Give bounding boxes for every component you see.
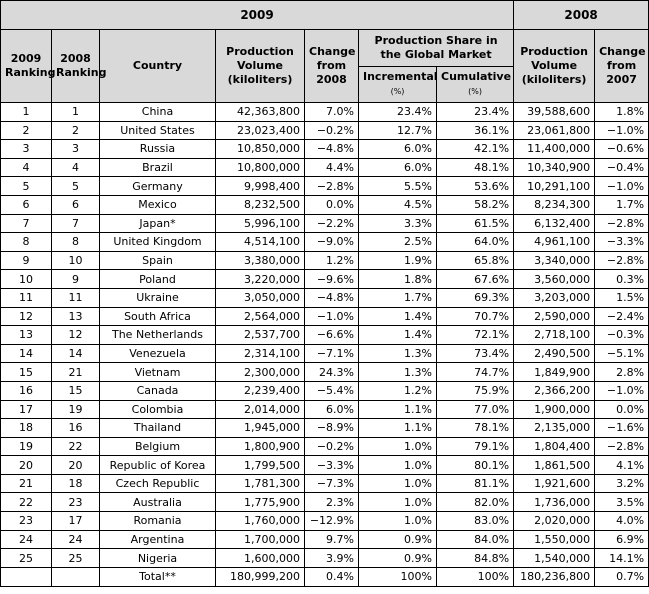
country-cell: Australia	[100, 493, 216, 512]
change-2007-cell: 4.1%	[595, 456, 649, 475]
rank-2008-cell: 4	[52, 158, 100, 177]
volume-2009-cell: 1,800,900	[216, 437, 305, 456]
year-2008-header: 2008	[514, 1, 649, 30]
cumulative-share-cell: 48.1%	[437, 158, 514, 177]
volume-2009-cell: 3,380,000	[216, 251, 305, 270]
cumulative-share-cell: 74.7%	[437, 363, 514, 382]
rank-2008-cell: 19	[52, 400, 100, 419]
incremental-header	[359, 67, 437, 103]
change-2008-cell: 24.3%	[305, 363, 359, 382]
country-cell: Nigeria	[100, 549, 216, 568]
table-row	[1, 103, 649, 122]
incremental-share-cell: 1.9%	[359, 251, 437, 270]
change-2008-cell: 2.3%	[305, 493, 359, 512]
rank-2009-header: 2009 Ranking	[1, 30, 52, 103]
incremental-share-cell: 1.1%	[359, 400, 437, 419]
change-2007-cell: −1.0%	[595, 121, 649, 140]
change-2008-cell: −4.8%	[305, 288, 359, 307]
incremental-share-cell: 1.0%	[359, 456, 437, 475]
production-volume-2008-header: Production Volume (kiloliters)	[514, 30, 595, 103]
rank-2009-cell: 19	[1, 437, 52, 456]
change-2007-cell: −1.0%	[595, 177, 649, 196]
volume-2008-cell: 1,550,000	[514, 530, 595, 549]
rank-2009-cell: 14	[1, 344, 52, 363]
country-cell: Mexico	[100, 195, 216, 214]
volume-2009-cell: 2,239,400	[216, 381, 305, 400]
rank-2008-cell: 8	[52, 233, 100, 252]
rank-2009-cell: 2	[1, 121, 52, 140]
total-change-2008: 0.4%	[305, 567, 359, 586]
volume-2008-cell: 1,861,500	[514, 456, 595, 475]
volume-2009-cell: 10,800,000	[216, 158, 305, 177]
total-change-2007: 0.7%	[595, 567, 649, 586]
volume-2008-cell: 10,340,900	[514, 158, 595, 177]
rank-2008-cell: 10	[52, 251, 100, 270]
table-row	[1, 419, 649, 438]
change-2007-cell: −2.4%	[595, 307, 649, 326]
country-cell: United Kingdom	[100, 233, 216, 252]
volume-2009-cell: 1,775,900	[216, 493, 305, 512]
volume-2008-cell: 1,804,400	[514, 437, 595, 456]
volume-2008-cell: 1,540,000	[514, 549, 595, 568]
total-label: Total**	[100, 567, 216, 586]
change-2007-cell: −0.3%	[595, 326, 649, 345]
rank-2009-cell: 22	[1, 493, 52, 512]
country-cell: Republic of Korea	[100, 456, 216, 475]
country-cell: Argentina	[100, 530, 216, 549]
table-row	[1, 437, 649, 456]
country-cell: China	[100, 103, 216, 122]
table-row	[1, 549, 649, 568]
country-cell: Venezuela	[100, 344, 216, 363]
change-2007-cell: −3.3%	[595, 233, 649, 252]
table-row	[1, 214, 649, 233]
cumulative-unit: (%)	[468, 87, 482, 96]
rank-2008-cell: 5	[52, 177, 100, 196]
change-2008-cell: −2.8%	[305, 177, 359, 196]
country-cell: Spain	[100, 251, 216, 270]
rank-2009-cell: 12	[1, 307, 52, 326]
change-2008-cell: −8.9%	[305, 419, 359, 438]
volume-2009-cell: 1,760,000	[216, 512, 305, 531]
table-row	[1, 493, 649, 512]
cumulative-share-cell: 84.0%	[437, 530, 514, 549]
change-2007-cell: 1.7%	[595, 195, 649, 214]
cumulative-share-cell: 53.6%	[437, 177, 514, 196]
rank-2009-cell: 20	[1, 456, 52, 475]
incremental-share-cell: 0.9%	[359, 549, 437, 568]
rank-2008-cell: 17	[52, 512, 100, 531]
change-2008-cell: 4.4%	[305, 158, 359, 177]
cumulative-share-cell: 69.3%	[437, 288, 514, 307]
rank-2008-cell: 9	[52, 270, 100, 289]
rank-2009-cell: 9	[1, 251, 52, 270]
rank-2009-cell: 21	[1, 474, 52, 493]
incremental-share-cell: 1.0%	[359, 437, 437, 456]
change-2007-cell: 1.8%	[595, 103, 649, 122]
cumulative-share-cell: 36.1%	[437, 121, 514, 140]
cumulative-share-cell: 67.6%	[437, 270, 514, 289]
cumulative-share-cell: 81.1%	[437, 474, 514, 493]
production-share-header: Production Share in the Global Market	[359, 30, 514, 67]
volume-2009-cell: 1,600,000	[216, 549, 305, 568]
rank-2009-cell: 25	[1, 549, 52, 568]
rank-2009-cell: 7	[1, 214, 52, 233]
total-rank-2008-cell	[52, 567, 100, 586]
cumulative-share-cell: 42.1%	[437, 140, 514, 159]
volume-2008-cell: 1,849,900	[514, 363, 595, 382]
rank-2008-cell: 6	[52, 195, 100, 214]
table-row	[1, 121, 649, 140]
table-row	[1, 140, 649, 159]
volume-2008-cell: 2,590,000	[514, 307, 595, 326]
volume-2008-cell: 6,132,400	[514, 214, 595, 233]
incremental-unit: (%)	[390, 87, 405, 96]
volume-2009-cell: 10,850,000	[216, 140, 305, 159]
incremental-share-cell: 1.7%	[359, 288, 437, 307]
change-2007-cell: −2.8%	[595, 251, 649, 270]
cumulative-share-cell: 23.4%	[437, 103, 514, 122]
change-2007-cell: 4.0%	[595, 512, 649, 531]
total-volume-2009: 180,999,200	[216, 567, 305, 586]
incremental-share-cell: 2.5%	[359, 233, 437, 252]
cumulative-share-cell: 77.0%	[437, 400, 514, 419]
year-2009-header: 2009	[1, 1, 514, 30]
change-2008-cell: 1.2%	[305, 251, 359, 270]
incremental-share-cell: 1.0%	[359, 493, 437, 512]
country-cell: Belgium	[100, 437, 216, 456]
volume-2008-cell: 2,718,100	[514, 326, 595, 345]
rank-2008-cell: 7	[52, 214, 100, 233]
cumulative-share-cell: 82.0%	[437, 493, 514, 512]
volume-2008-cell: 3,340,000	[514, 251, 595, 270]
change-2008-cell: 0.0%	[305, 195, 359, 214]
change-2007-cell: 3.5%	[595, 493, 649, 512]
production-volume-header: Production Volume (kiloliters)	[216, 30, 305, 103]
incremental-share-cell: 1.1%	[359, 419, 437, 438]
change-2007-cell: 0.3%	[595, 270, 649, 289]
rank-2009-cell: 16	[1, 381, 52, 400]
change-2008-cell: −7.3%	[305, 474, 359, 493]
country-cell: Romania	[100, 512, 216, 531]
rank-2009-cell: 18	[1, 419, 52, 438]
country-cell: The Netherlands	[100, 326, 216, 345]
rank-2009-cell: 4	[1, 158, 52, 177]
country-cell: Russia	[100, 140, 216, 159]
table-row	[1, 363, 649, 382]
total-incremental: 100%	[359, 567, 437, 586]
volume-2009-cell: 3,050,000	[216, 288, 305, 307]
volume-2008-cell: 23,061,800	[514, 121, 595, 140]
incremental-share-cell: 1.4%	[359, 307, 437, 326]
change-from-2008-header: Change from 2008	[305, 30, 359, 103]
change-2007-cell: 14.1%	[595, 549, 649, 568]
volume-2008-cell: 2,135,000	[514, 419, 595, 438]
total-cumulative: 100%	[437, 567, 514, 586]
cumulative-share-cell: 65.8%	[437, 251, 514, 270]
change-2008-cell: −1.0%	[305, 307, 359, 326]
table-row	[1, 233, 649, 252]
incremental-share-cell: 1.3%	[359, 344, 437, 363]
volume-2009-cell: 8,232,500	[216, 195, 305, 214]
rank-2009-cell: 23	[1, 512, 52, 531]
volume-2008-cell: 11,400,000	[514, 140, 595, 159]
table-header	[1, 1, 649, 103]
country-cell: Canada	[100, 381, 216, 400]
volume-2009-cell: 2,564,000	[216, 307, 305, 326]
volume-2008-cell: 1,900,000	[514, 400, 595, 419]
rank-2008-cell: 24	[52, 530, 100, 549]
change-2008-cell: −0.2%	[305, 437, 359, 456]
incremental-share-cell: 4.5%	[359, 195, 437, 214]
rank-2008-cell: 22	[52, 437, 100, 456]
rank-2008-header: 2008 Ranking	[52, 30, 100, 103]
volume-2008-cell: 2,490,500	[514, 344, 595, 363]
table-row	[1, 512, 649, 531]
volume-2008-cell: 8,234,300	[514, 195, 595, 214]
incremental-share-cell: 1.8%	[359, 270, 437, 289]
volume-2009-cell: 2,537,700	[216, 326, 305, 345]
volume-2008-cell: 1,736,000	[514, 493, 595, 512]
table-row	[1, 195, 649, 214]
change-2007-cell: −0.4%	[595, 158, 649, 177]
table-body	[1, 103, 649, 568]
change-2008-cell: 7.0%	[305, 103, 359, 122]
volume-2008-cell: 1,921,600	[514, 474, 595, 493]
volume-2009-cell: 1,700,000	[216, 530, 305, 549]
volume-2009-cell: 2,314,100	[216, 344, 305, 363]
change-2008-cell: 6.0%	[305, 400, 359, 419]
rank-2009-cell: 1	[1, 103, 52, 122]
cumulative-share-cell: 64.0%	[437, 233, 514, 252]
volume-2009-cell: 1,781,300	[216, 474, 305, 493]
cumulative-label: Cumulative	[441, 70, 512, 83]
change-2008-cell: −12.9%	[305, 512, 359, 531]
change-2007-cell: −0.6%	[595, 140, 649, 159]
rank-2008-cell: 20	[52, 456, 100, 475]
rank-2008-cell: 13	[52, 307, 100, 326]
country-cell: Vietnam	[100, 363, 216, 382]
country-cell: Ukraine	[100, 288, 216, 307]
change-from-2007-header: Change from 2007	[595, 30, 649, 103]
cumulative-header	[437, 67, 514, 103]
cumulative-share-cell: 73.4%	[437, 344, 514, 363]
volume-2009-cell: 3,220,000	[216, 270, 305, 289]
volume-2008-cell: 2,020,000	[514, 512, 595, 531]
incremental-share-cell: 3.3%	[359, 214, 437, 233]
change-2008-cell: −7.1%	[305, 344, 359, 363]
table-row	[1, 344, 649, 363]
incremental-share-cell: 1.4%	[359, 326, 437, 345]
cumulative-share-cell: 72.1%	[437, 326, 514, 345]
rank-2008-cell: 1	[52, 103, 100, 122]
rank-2009-cell: 6	[1, 195, 52, 214]
change-2007-cell: 2.8%	[595, 363, 649, 382]
table-row	[1, 530, 649, 549]
volume-2008-cell: 2,366,200	[514, 381, 595, 400]
rank-2009-cell: 3	[1, 140, 52, 159]
total-row	[1, 567, 649, 586]
incremental-share-cell: 5.5%	[359, 177, 437, 196]
table-row	[1, 400, 649, 419]
volume-2009-cell: 2,014,000	[216, 400, 305, 419]
cumulative-share-cell: 83.0%	[437, 512, 514, 531]
volume-2008-cell: 3,203,000	[514, 288, 595, 307]
country-header: Country	[100, 30, 216, 103]
volume-2009-cell: 23,023,400	[216, 121, 305, 140]
country-cell: Poland	[100, 270, 216, 289]
incremental-share-cell: 23.4%	[359, 103, 437, 122]
rank-2008-cell: 2	[52, 121, 100, 140]
incremental-share-cell: 12.7%	[359, 121, 437, 140]
cumulative-share-cell: 79.1%	[437, 437, 514, 456]
table-row	[1, 307, 649, 326]
country-cell: Japan*	[100, 214, 216, 233]
rank-2008-cell: 25	[52, 549, 100, 568]
rank-2008-cell: 23	[52, 493, 100, 512]
cumulative-share-cell: 84.8%	[437, 549, 514, 568]
country-cell: Colombia	[100, 400, 216, 419]
change-2007-cell: −1.6%	[595, 419, 649, 438]
rank-2009-cell: 24	[1, 530, 52, 549]
change-2008-cell: −2.2%	[305, 214, 359, 233]
change-2008-cell: −0.2%	[305, 121, 359, 140]
incremental-share-cell: 6.0%	[359, 158, 437, 177]
incremental-share-cell: 0.9%	[359, 530, 437, 549]
country-cell: Czech Republic	[100, 474, 216, 493]
cumulative-share-cell: 61.5%	[437, 214, 514, 233]
total-rank-2009-cell	[1, 567, 52, 586]
rank-2008-cell: 11	[52, 288, 100, 307]
rank-2008-cell: 18	[52, 474, 100, 493]
rank-2009-cell: 13	[1, 326, 52, 345]
rank-2009-cell: 5	[1, 177, 52, 196]
change-2007-cell: −2.8%	[595, 437, 649, 456]
volume-2009-cell: 1,799,500	[216, 456, 305, 475]
table-row	[1, 326, 649, 345]
cumulative-share-cell: 58.2%	[437, 195, 514, 214]
volume-2009-cell: 5,996,100	[216, 214, 305, 233]
country-cell: United States	[100, 121, 216, 140]
change-2008-cell: −5.4%	[305, 381, 359, 400]
table-row	[1, 177, 649, 196]
change-2007-cell: −1.0%	[595, 381, 649, 400]
volume-2008-cell: 4,961,100	[514, 233, 595, 252]
incremental-share-cell: 1.3%	[359, 363, 437, 382]
change-2008-cell: 9.7%	[305, 530, 359, 549]
incremental-share-cell: 1.2%	[359, 381, 437, 400]
table-row	[1, 158, 649, 177]
change-2007-cell: 6.9%	[595, 530, 649, 549]
country-cell: Thailand	[100, 419, 216, 438]
rank-2008-cell: 14	[52, 344, 100, 363]
change-2008-cell: −9.0%	[305, 233, 359, 252]
change-2008-cell: −6.6%	[305, 326, 359, 345]
country-cell: Germany	[100, 177, 216, 196]
cumulative-share-cell: 75.9%	[437, 381, 514, 400]
cumulative-share-cell: 70.7%	[437, 307, 514, 326]
incremental-share-cell: 1.0%	[359, 512, 437, 531]
rank-2008-cell: 12	[52, 326, 100, 345]
incremental-label: Incremental	[363, 70, 438, 83]
rank-2008-cell: 21	[52, 363, 100, 382]
rank-2008-cell: 3	[52, 140, 100, 159]
total-volume-2008: 180,236,800	[514, 567, 595, 586]
rank-2009-cell: 10	[1, 270, 52, 289]
volume-2008-cell: 39,588,600	[514, 103, 595, 122]
rank-2008-cell: 16	[52, 419, 100, 438]
volume-2009-cell: 42,363,800	[216, 103, 305, 122]
table-row	[1, 270, 649, 289]
volume-2009-cell: 9,998,400	[216, 177, 305, 196]
change-2007-cell: −5.1%	[595, 344, 649, 363]
rank-2009-cell: 11	[1, 288, 52, 307]
volume-2009-cell: 1,945,000	[216, 419, 305, 438]
rank-2009-cell: 17	[1, 400, 52, 419]
table-footer	[1, 567, 649, 586]
country-cell: South Africa	[100, 307, 216, 326]
country-cell: Brazil	[100, 158, 216, 177]
incremental-share-cell: 6.0%	[359, 140, 437, 159]
volume-2008-cell: 3,560,000	[514, 270, 595, 289]
change-2007-cell: 1.5%	[595, 288, 649, 307]
change-2008-cell: 3.9%	[305, 549, 359, 568]
table-row	[1, 381, 649, 400]
table-row	[1, 456, 649, 475]
change-2007-cell: 3.2%	[595, 474, 649, 493]
volume-2008-cell: 10,291,100	[514, 177, 595, 196]
volume-2009-cell: 2,300,000	[216, 363, 305, 382]
table-row	[1, 288, 649, 307]
change-2008-cell: −3.3%	[305, 456, 359, 475]
incremental-share-cell: 1.0%	[359, 474, 437, 493]
change-2008-cell: −4.8%	[305, 140, 359, 159]
table-row	[1, 251, 649, 270]
volume-2009-cell: 4,514,100	[216, 233, 305, 252]
cumulative-share-cell: 78.1%	[437, 419, 514, 438]
change-2007-cell: 0.0%	[595, 400, 649, 419]
table-row	[1, 474, 649, 493]
change-2008-cell: −9.6%	[305, 270, 359, 289]
rank-2009-cell: 15	[1, 363, 52, 382]
change-2007-cell: −2.8%	[595, 214, 649, 233]
rank-2008-cell: 15	[52, 381, 100, 400]
rank-2009-cell: 8	[1, 233, 52, 252]
cumulative-share-cell: 80.1%	[437, 456, 514, 475]
